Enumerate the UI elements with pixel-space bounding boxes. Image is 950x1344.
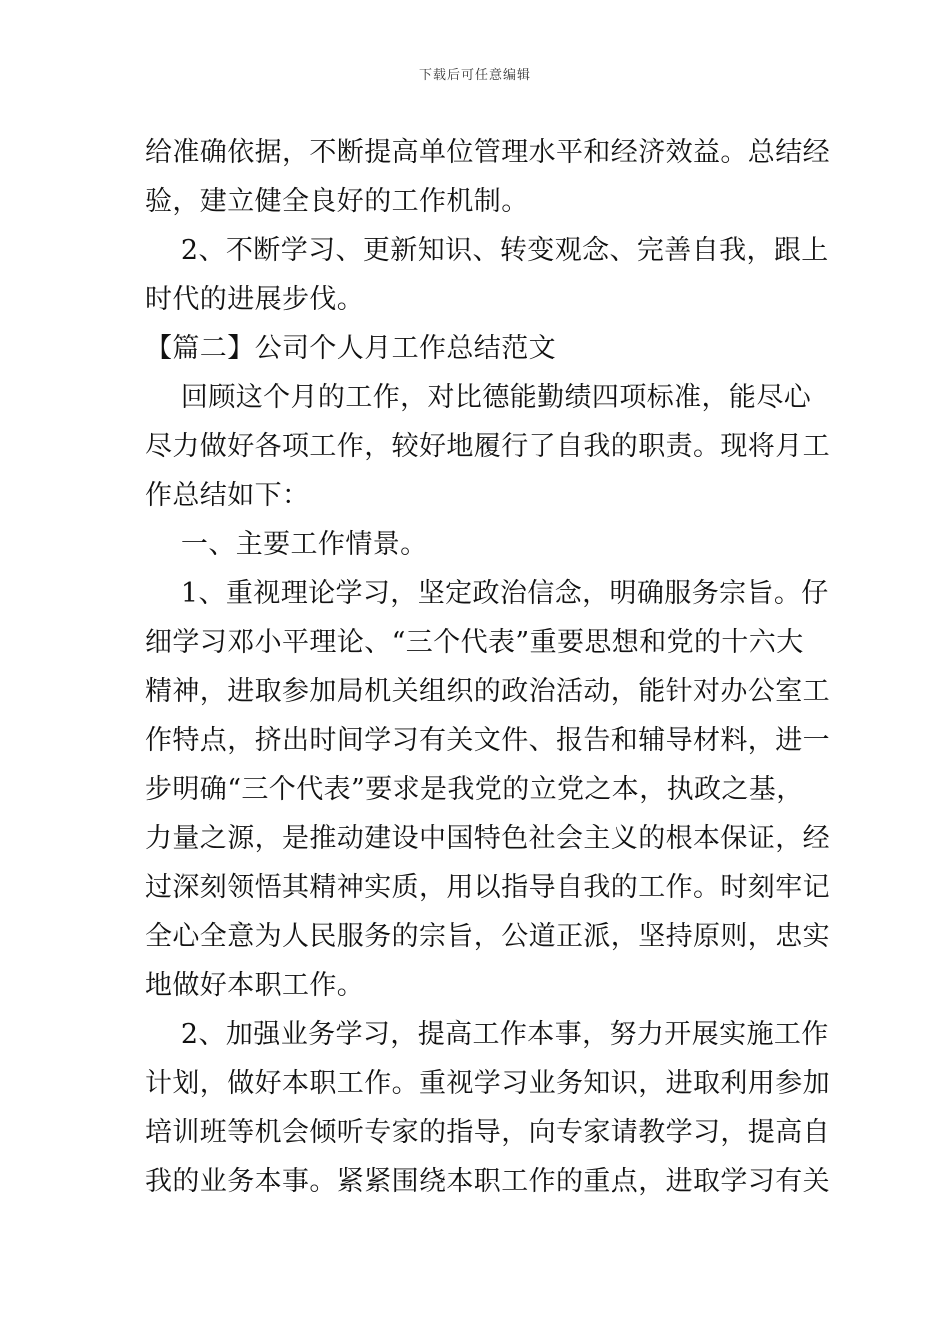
text-line: 步明确“三个代表”要求是我党的立党之本，执政之基， (145, 774, 804, 805)
text-line: 回顾这个月的工作，对比德能勤绩四项标准，能尽心 (145, 382, 812, 413)
text-line: 细学习邓小平理论、“三个代表”重要思想和党的十六大 (145, 627, 804, 658)
text-line: 计划，做好本职工作。重视学习业务知识，进取利用参加 (145, 1068, 830, 1099)
text-line: 一、主要工作情景。 (145, 529, 428, 560)
text-line: 力量之源，是推动建设中国特色社会主义的根本保证，经 (145, 823, 830, 854)
text-line: 1、重视理论学习，坚定政治信念，明确服务宗旨。仔 (145, 578, 829, 609)
text-line: 尽力做好各项工作，较好地履行了自我的职责。现将月工 (145, 431, 830, 462)
text-line: 过深刻领悟其精神实质，用以指导自我的工作。时刻牢记 (145, 872, 830, 903)
document-body (145, 128, 830, 1206)
text-line: 我的业务本事。紧紧围绕本职工作的重点，进取学习有关 (145, 1166, 830, 1197)
text-line: 培训班等机会倾听专家的指导，向专家请教学习，提高自 (145, 1117, 830, 1148)
text-line: 作特点，挤出时间学习有关文件、报告和辅导材料，进一 (145, 725, 830, 756)
text-line: 2、加强业务学习，提高工作本事，努力开展实施工作 (145, 1019, 829, 1050)
text-line: 验，建立健全良好的工作机制。 (145, 186, 529, 217)
section-heading: 【篇二】公司个人月工作总结范文 (145, 333, 556, 364)
text-line: 精神，进取参加局机关组织的政治活动，能针对办公室工 (145, 676, 830, 707)
text-line: 全心全意为人民服务的宗旨，公道正派，坚持原则，忠实 (145, 921, 830, 952)
text-line: 作总结如下： (145, 480, 310, 511)
page-header: 下载后可任意编辑 (418, 68, 531, 83)
text-line: 2、不断学习、更新知识、转变观念、完善自我，跟上 (145, 235, 829, 266)
text-line: 地做好本职工作。 (145, 970, 365, 1001)
text-line: 时代的进展步伐。 (145, 284, 365, 315)
text-line: 给准确依据，不断提高单位管理水平和经济效益。总结经 (145, 137, 830, 168)
